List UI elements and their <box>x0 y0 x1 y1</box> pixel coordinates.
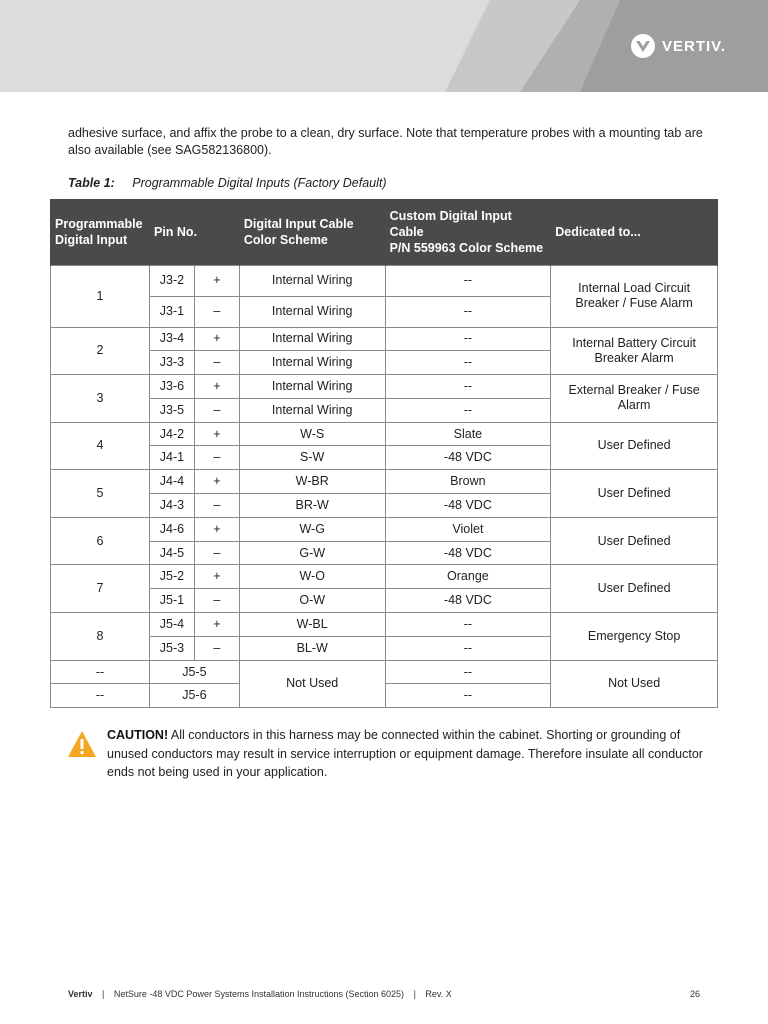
cable-color: Internal Wiring <box>239 398 385 422</box>
vertiv-logo <box>630 33 726 59</box>
cable-color: S-W <box>239 446 385 470</box>
input-number: 6 <box>51 517 150 565</box>
logo-wordmark: VERTIV. <box>662 37 726 55</box>
footer-brand: Vertiv <box>68 989 93 999</box>
pin-number: J3-6 <box>149 375 194 399</box>
input-number: 1 <box>51 265 150 327</box>
custom-color: -- <box>385 660 551 684</box>
custom-color: -- <box>385 398 551 422</box>
header-pin-no: Pin No. <box>149 199 239 265</box>
table-caption <box>68 176 387 190</box>
pin-number: J5-6 <box>149 684 239 708</box>
custom-color: -48 VDC <box>385 541 551 565</box>
input-number: 7 <box>51 565 150 613</box>
custom-color: -- <box>385 375 551 399</box>
cable-color: W-O <box>239 565 385 589</box>
custom-color: Slate <box>385 422 551 446</box>
header-custom-color <box>385 199 551 265</box>
header-cable-color: Digital Input Cable Color Scheme <box>239 199 385 265</box>
pin-polarity: + <box>194 327 239 351</box>
table-caption-title: Programmable Digital Inputs (Factory Default) <box>132 176 387 190</box>
footer-separator: | <box>413 989 416 999</box>
custom-color: -- <box>385 296 551 327</box>
pin-number: J5-5 <box>149 660 239 684</box>
pin-polarity: + <box>194 265 239 296</box>
cable-color: Internal Wiring <box>239 375 385 399</box>
dedicated-function: External Breaker / Fuse Alarm <box>551 375 718 423</box>
warning-icon <box>67 729 97 759</box>
pin-polarity: + <box>194 422 239 446</box>
custom-color: -48 VDC <box>385 494 551 518</box>
dedicated-function: Not Used <box>551 660 718 708</box>
dedicated-function: User Defined <box>551 565 718 613</box>
cable-color: W-S <box>239 422 385 446</box>
input-number: 4 <box>51 422 150 470</box>
input-number: 3 <box>51 375 150 423</box>
input-number: -- <box>51 684 150 708</box>
input-number: 2 <box>51 327 150 375</box>
cable-color: W-BL <box>239 613 385 637</box>
pin-polarity: – <box>194 494 239 518</box>
pin-polarity: – <box>194 541 239 565</box>
pin-number: J5-2 <box>149 565 194 589</box>
digital-inputs-table <box>50 199 718 708</box>
custom-color: -- <box>385 684 551 708</box>
footer-revision: Rev. X <box>425 989 452 999</box>
input-number: -- <box>51 660 150 684</box>
pin-polarity: – <box>194 589 239 613</box>
cable-color: Internal Wiring <box>239 265 385 296</box>
table-row <box>51 470 718 494</box>
table-row <box>51 375 718 399</box>
table-row <box>51 265 718 296</box>
cable-color: W-BR <box>239 470 385 494</box>
pin-polarity: + <box>194 470 239 494</box>
pin-polarity: + <box>194 565 239 589</box>
table-caption-number: Table 1: <box>68 176 115 190</box>
pin-number: J4-2 <box>149 422 194 446</box>
cable-color: W-G <box>239 517 385 541</box>
cable-color: Internal Wiring <box>239 351 385 375</box>
dedicated-function: Internal Battery Circuit Breaker Alarm <box>551 327 718 375</box>
dedicated-function: User Defined <box>551 422 718 470</box>
pin-number: J4-4 <box>149 470 194 494</box>
pin-polarity: – <box>194 296 239 327</box>
custom-color: -- <box>385 351 551 375</box>
table-row <box>51 660 718 684</box>
header-custom-color-line1: Custom Digital Input Cable <box>389 208 512 239</box>
pin-polarity: + <box>194 375 239 399</box>
header-custom-color-line2: P/N 559963 Color Scheme <box>389 240 544 255</box>
pin-number: J5-3 <box>149 636 194 660</box>
page-number: 26 <box>689 989 700 999</box>
cable-color: O-W <box>239 589 385 613</box>
custom-color: -- <box>385 613 551 637</box>
dedicated-function: Internal Load Circuit Breaker / Fuse Alarm <box>551 265 718 327</box>
pin-number: J4-6 <box>149 517 194 541</box>
input-number: 8 <box>51 613 150 661</box>
vertiv-logo-icon <box>630 33 656 59</box>
caution-body: All conductors in this harness may be connected within the cabinet. Shorting or grounding of unused conductors may result in service interruption or equipment damage. Therefore insulate all conductor ends not being used in your application. <box>107 728 703 779</box>
custom-color: -48 VDC <box>385 446 551 470</box>
custom-color: Orange <box>385 565 551 589</box>
dedicated-function: User Defined <box>551 517 718 565</box>
cable-color: BR-W <box>239 494 385 518</box>
custom-color: -- <box>385 265 551 296</box>
cable-color: Not Used <box>239 660 385 708</box>
footer-doc-title: NetSure -48 VDC Power Systems Installation Instructions (Section 6025) <box>113 989 405 999</box>
cable-color: BL-W <box>239 636 385 660</box>
custom-color: -- <box>385 636 551 660</box>
custom-color: Violet <box>385 517 551 541</box>
cable-color: G-W <box>239 541 385 565</box>
cable-color: Internal Wiring <box>239 296 385 327</box>
pin-number: J3-1 <box>149 296 194 327</box>
pin-polarity: – <box>194 351 239 375</box>
pin-number: J4-1 <box>149 446 194 470</box>
pin-number: J5-1 <box>149 589 194 613</box>
dedicated-function: Emergency Stop <box>551 613 718 661</box>
pin-polarity: – <box>194 398 239 422</box>
header-band <box>0 0 768 92</box>
table-row <box>51 565 718 589</box>
table-row <box>51 422 718 446</box>
dedicated-function: User Defined <box>551 470 718 518</box>
intro-paragraph: adhesive surface, and affix the probe to a clean, dry surface. Note that temperature probes with a mounting tab are also available (see SAG582136800). <box>68 126 703 157</box>
pin-number: J4-5 <box>149 541 194 565</box>
footer-separator: | <box>102 989 105 999</box>
caution-label: CAUTION! <box>107 728 169 742</box>
pin-polarity: – <box>194 446 239 470</box>
custom-color: Brown <box>385 470 551 494</box>
custom-color: -48 VDC <box>385 589 551 613</box>
table-row <box>51 517 718 541</box>
pin-polarity: – <box>194 636 239 660</box>
pin-number: J4-3 <box>149 494 194 518</box>
page-footer <box>68 989 700 999</box>
pin-number: J5-4 <box>149 613 194 637</box>
pin-number: J3-5 <box>149 398 194 422</box>
pin-polarity: + <box>194 613 239 637</box>
caution-text <box>107 726 707 782</box>
pin-polarity: + <box>194 517 239 541</box>
input-number: 5 <box>51 470 150 518</box>
table-row <box>51 327 718 351</box>
pin-number: J3-2 <box>149 265 194 296</box>
table-row <box>51 613 718 637</box>
pin-number: J3-4 <box>149 327 194 351</box>
pin-number: J3-3 <box>149 351 194 375</box>
header-dedicated-to: Dedicated to... <box>551 199 718 265</box>
cable-color: Internal Wiring <box>239 327 385 351</box>
custom-color: -- <box>385 327 551 351</box>
header-programmable-input: Programmable Digital Input <box>51 199 150 265</box>
